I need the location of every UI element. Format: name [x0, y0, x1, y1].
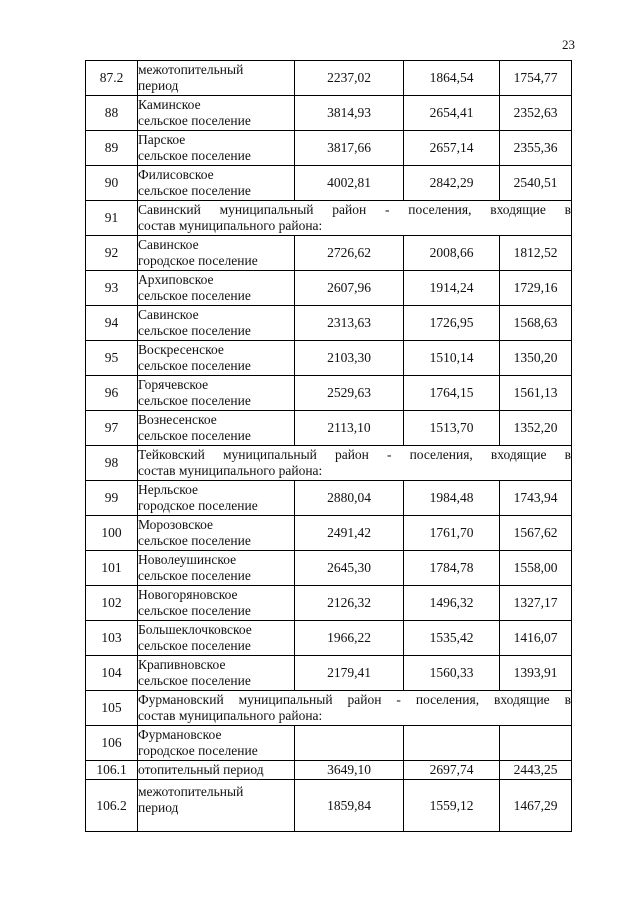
value-col-2: 1510,14	[404, 341, 500, 376]
row-number: 95	[86, 341, 138, 376]
value-col-1: 2237,02	[295, 61, 404, 96]
page-number: 23	[562, 37, 575, 52]
value-col-1: 2529,63	[295, 376, 404, 411]
table-row	[86, 656, 572, 691]
value-col-2: 1914,24	[404, 271, 500, 306]
settlement-name: Парское сельское поселение	[138, 131, 295, 166]
value-col-1: 2179,41	[295, 656, 404, 691]
settlement-name: Новогоряновское сельское поселение	[138, 586, 295, 621]
value-col-3: 1467,29	[500, 780, 572, 832]
value-col-1: 2645,30	[295, 551, 404, 586]
row-number: 96	[86, 376, 138, 411]
value-col-1: 1966,22	[295, 621, 404, 656]
district-heading: Фурмановский муниципальный район - поселения, входящие в состав муниципального района:	[138, 691, 572, 726]
value-col-3: 1327,17	[500, 586, 572, 621]
table-row	[86, 341, 572, 376]
settlement-name: Большеклочковское сельское поселение	[138, 621, 295, 656]
value-col-3	[500, 726, 572, 761]
value-col-1: 2880,04	[295, 481, 404, 516]
table-row	[86, 481, 572, 516]
table-row	[86, 586, 572, 621]
value-col-2: 1513,70	[404, 411, 500, 446]
table-row	[86, 306, 572, 341]
value-col-1: 2113,10	[295, 411, 404, 446]
settlement-name: межотопительный период	[138, 780, 295, 832]
row-number: 100	[86, 516, 138, 551]
value-col-3: 1568,63	[500, 306, 572, 341]
value-col-1: 2313,63	[295, 306, 404, 341]
row-number: 98	[86, 446, 138, 481]
district-row	[86, 446, 572, 481]
table-row	[86, 271, 572, 306]
district-row	[86, 691, 572, 726]
settlement-name: Воскресенское сельское поселение	[138, 341, 295, 376]
settlement-name: Морозовское сельское поселение	[138, 516, 295, 551]
value-col-2: 2657,14	[404, 131, 500, 166]
value-col-2: 1864,54	[404, 61, 500, 96]
value-col-3: 1393,91	[500, 656, 572, 691]
settlement-name: Вознесенское сельское поселение	[138, 411, 295, 446]
row-number: 104	[86, 656, 138, 691]
value-col-2: 2842,29	[404, 166, 500, 201]
value-col-1: 2126,32	[295, 586, 404, 621]
row-number: 90	[86, 166, 138, 201]
value-col-3: 1812,52	[500, 236, 572, 271]
row-number: 106.1	[86, 761, 138, 780]
table-row	[86, 780, 572, 832]
row-number: 101	[86, 551, 138, 586]
row-number: 88	[86, 96, 138, 131]
row-number: 106.2	[86, 780, 138, 832]
value-col-2: 1726,95	[404, 306, 500, 341]
settlement-name: межотопительный период	[138, 61, 295, 96]
settlement-name: Архиповское сельское поселение	[138, 271, 295, 306]
value-col-2: 2654,41	[404, 96, 500, 131]
value-col-2: 1496,32	[404, 586, 500, 621]
value-col-1: 3817,66	[295, 131, 404, 166]
row-number: 92	[86, 236, 138, 271]
value-col-3: 1743,94	[500, 481, 572, 516]
row-number: 97	[86, 411, 138, 446]
value-col-1: 4002,81	[295, 166, 404, 201]
value-col-3: 1754,77	[500, 61, 572, 96]
settlement-name: Новолеушинское сельское поселение	[138, 551, 295, 586]
value-col-3: 1352,20	[500, 411, 572, 446]
table-row	[86, 131, 572, 166]
row-number: 99	[86, 481, 138, 516]
row-number: 105	[86, 691, 138, 726]
value-col-1: 2103,30	[295, 341, 404, 376]
district-heading: Савинский муниципальный район - поселения, входящие в состав муниципального района:	[138, 201, 572, 236]
table-row	[86, 376, 572, 411]
table-row	[86, 411, 572, 446]
value-col-3: 2443,25	[500, 761, 572, 780]
value-col-3: 2540,51	[500, 166, 572, 201]
value-col-2: 1764,15	[404, 376, 500, 411]
value-col-2: 1984,48	[404, 481, 500, 516]
settlement-name: Горячевское сельское поселение	[138, 376, 295, 411]
value-col-3: 1729,16	[500, 271, 572, 306]
table-row	[86, 96, 572, 131]
value-col-2: 1560,33	[404, 656, 500, 691]
table-row	[86, 726, 572, 761]
value-col-2: 1535,42	[404, 621, 500, 656]
settlement-name: Каминское сельское поселение	[138, 96, 295, 131]
value-col-3: 1350,20	[500, 341, 572, 376]
value-col-1: 2726,62	[295, 236, 404, 271]
value-col-2: 2697,74	[404, 761, 500, 780]
table-row	[86, 761, 572, 780]
district-row	[86, 201, 572, 236]
settlement-name: Крапивновское сельское поселение	[138, 656, 295, 691]
value-col-3: 1558,00	[500, 551, 572, 586]
table-row	[86, 516, 572, 551]
value-col-3: 1567,62	[500, 516, 572, 551]
value-col-1: 2491,42	[295, 516, 404, 551]
table-row	[86, 61, 572, 96]
value-col-3: 1561,13	[500, 376, 572, 411]
value-col-3: 1416,07	[500, 621, 572, 656]
district-heading: Тейковский муниципальный район - поселения, входящие в состав муниципального района:	[138, 446, 572, 481]
settlement-name: отопительный период	[138, 761, 295, 780]
settlement-name: Фурмановское городское поселение	[138, 726, 295, 761]
row-number: 106	[86, 726, 138, 761]
value-col-1	[295, 726, 404, 761]
row-number: 87.2	[86, 61, 138, 96]
table-row	[86, 236, 572, 271]
settlement-name: Нерльское городское поселение	[138, 481, 295, 516]
value-col-1: 2607,96	[295, 271, 404, 306]
value-col-3: 2355,36	[500, 131, 572, 166]
row-number: 94	[86, 306, 138, 341]
row-number: 91	[86, 201, 138, 236]
value-col-1: 3814,93	[295, 96, 404, 131]
tariff-table	[85, 60, 572, 832]
settlement-name: Савинское городское поселение	[138, 236, 295, 271]
value-col-2: 2008,66	[404, 236, 500, 271]
settlement-name: Филисовское сельское поселение	[138, 166, 295, 201]
table-row	[86, 551, 572, 586]
value-col-2: 1559,12	[404, 780, 500, 832]
value-col-1: 3649,10	[295, 761, 404, 780]
row-number: 93	[86, 271, 138, 306]
row-number: 89	[86, 131, 138, 166]
value-col-2: 1761,70	[404, 516, 500, 551]
settlement-name: Савинское сельское поселение	[138, 306, 295, 341]
row-number: 102	[86, 586, 138, 621]
value-col-2: 1784,78	[404, 551, 500, 586]
row-number: 103	[86, 621, 138, 656]
value-col-2	[404, 726, 500, 761]
table-row	[86, 166, 572, 201]
table-row	[86, 621, 572, 656]
value-col-1: 1859,84	[295, 780, 404, 832]
value-col-3: 2352,63	[500, 96, 572, 131]
